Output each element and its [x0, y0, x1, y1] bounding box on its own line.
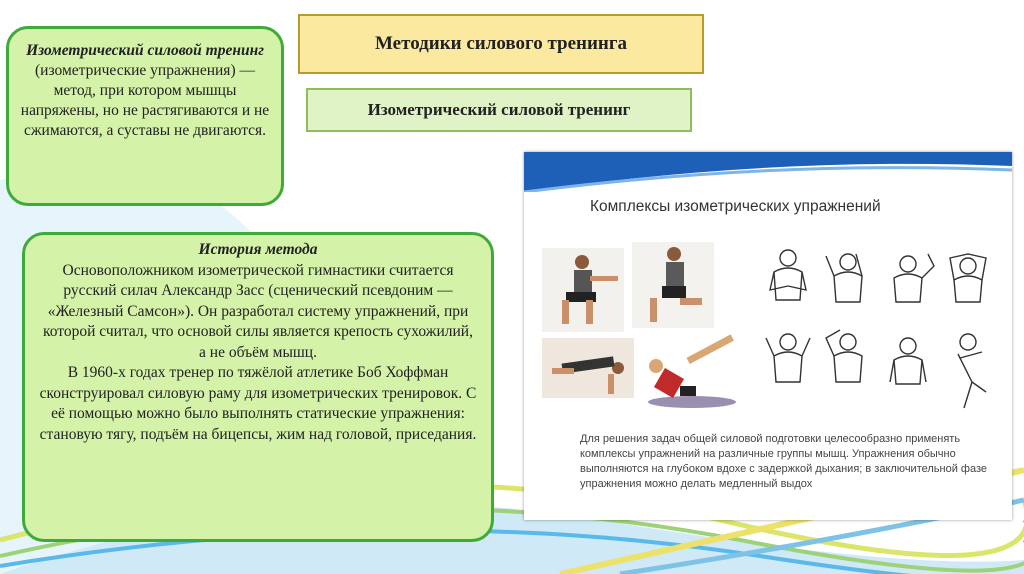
history-paragraph-1: Основоположником изометрической гимнастики считается русский силач Александр Засс (сценический псевдоним — «Железный Самсон»). Он разработал систему упражнений, при которой считал, что основой силы является крепость сухожилий, а не объём мышц.	[43, 261, 473, 361]
lunge-photo	[632, 242, 714, 328]
history-heading: История метода	[198, 241, 318, 258]
drawing-1	[770, 250, 806, 300]
drawing-8	[958, 334, 986, 408]
panel-heading: Комплексы изометрических упражнений	[590, 198, 881, 215]
squat-photo	[542, 248, 624, 332]
definition-box	[6, 26, 284, 206]
drawing-6	[826, 330, 862, 382]
plank-photo	[542, 338, 634, 398]
drawing-5	[766, 334, 810, 382]
definition-text: (изометрические упражнения) — метод, при котором мышцы напряжены, но не растягиваются и не сжимаются, а суставы не двигаются.	[20, 62, 270, 139]
history-paragraph-2: В 1960-х годах тренер по тяжёлой атлетике Боб Хоффман сконструировал силовую раму для изометрических тренировок. С её помощью можно было выполнять статические упражнения: становую тягу, подъём на бицепсы, жим над головой, приседания.	[39, 364, 477, 443]
slide-title: Методики силового тренинга	[298, 14, 704, 74]
definition-term: Изометрический силовой тренинг	[26, 42, 264, 59]
panel-caption: Для решения задач общей силовой подготовки целесообразно применять комплексы упражнений на различные группы мышц. Упражнения обычно выполняются на глубоком вдохе с задержкой дыхания; в заключительной фазе упражнения можно делать медленный выдох	[580, 433, 987, 490]
drawing-4	[950, 254, 986, 302]
panel-header-band	[524, 152, 1012, 192]
drawing-2	[826, 254, 862, 302]
slide-subtitle: Изометрический силовой тренинг	[306, 88, 692, 132]
exercise-drawings	[760, 242, 1006, 412]
exercise-panel	[524, 152, 1012, 520]
drawing-3	[894, 254, 934, 302]
history-box	[22, 232, 494, 542]
drawing-7	[890, 338, 926, 384]
v-sit-photo	[636, 332, 752, 418]
